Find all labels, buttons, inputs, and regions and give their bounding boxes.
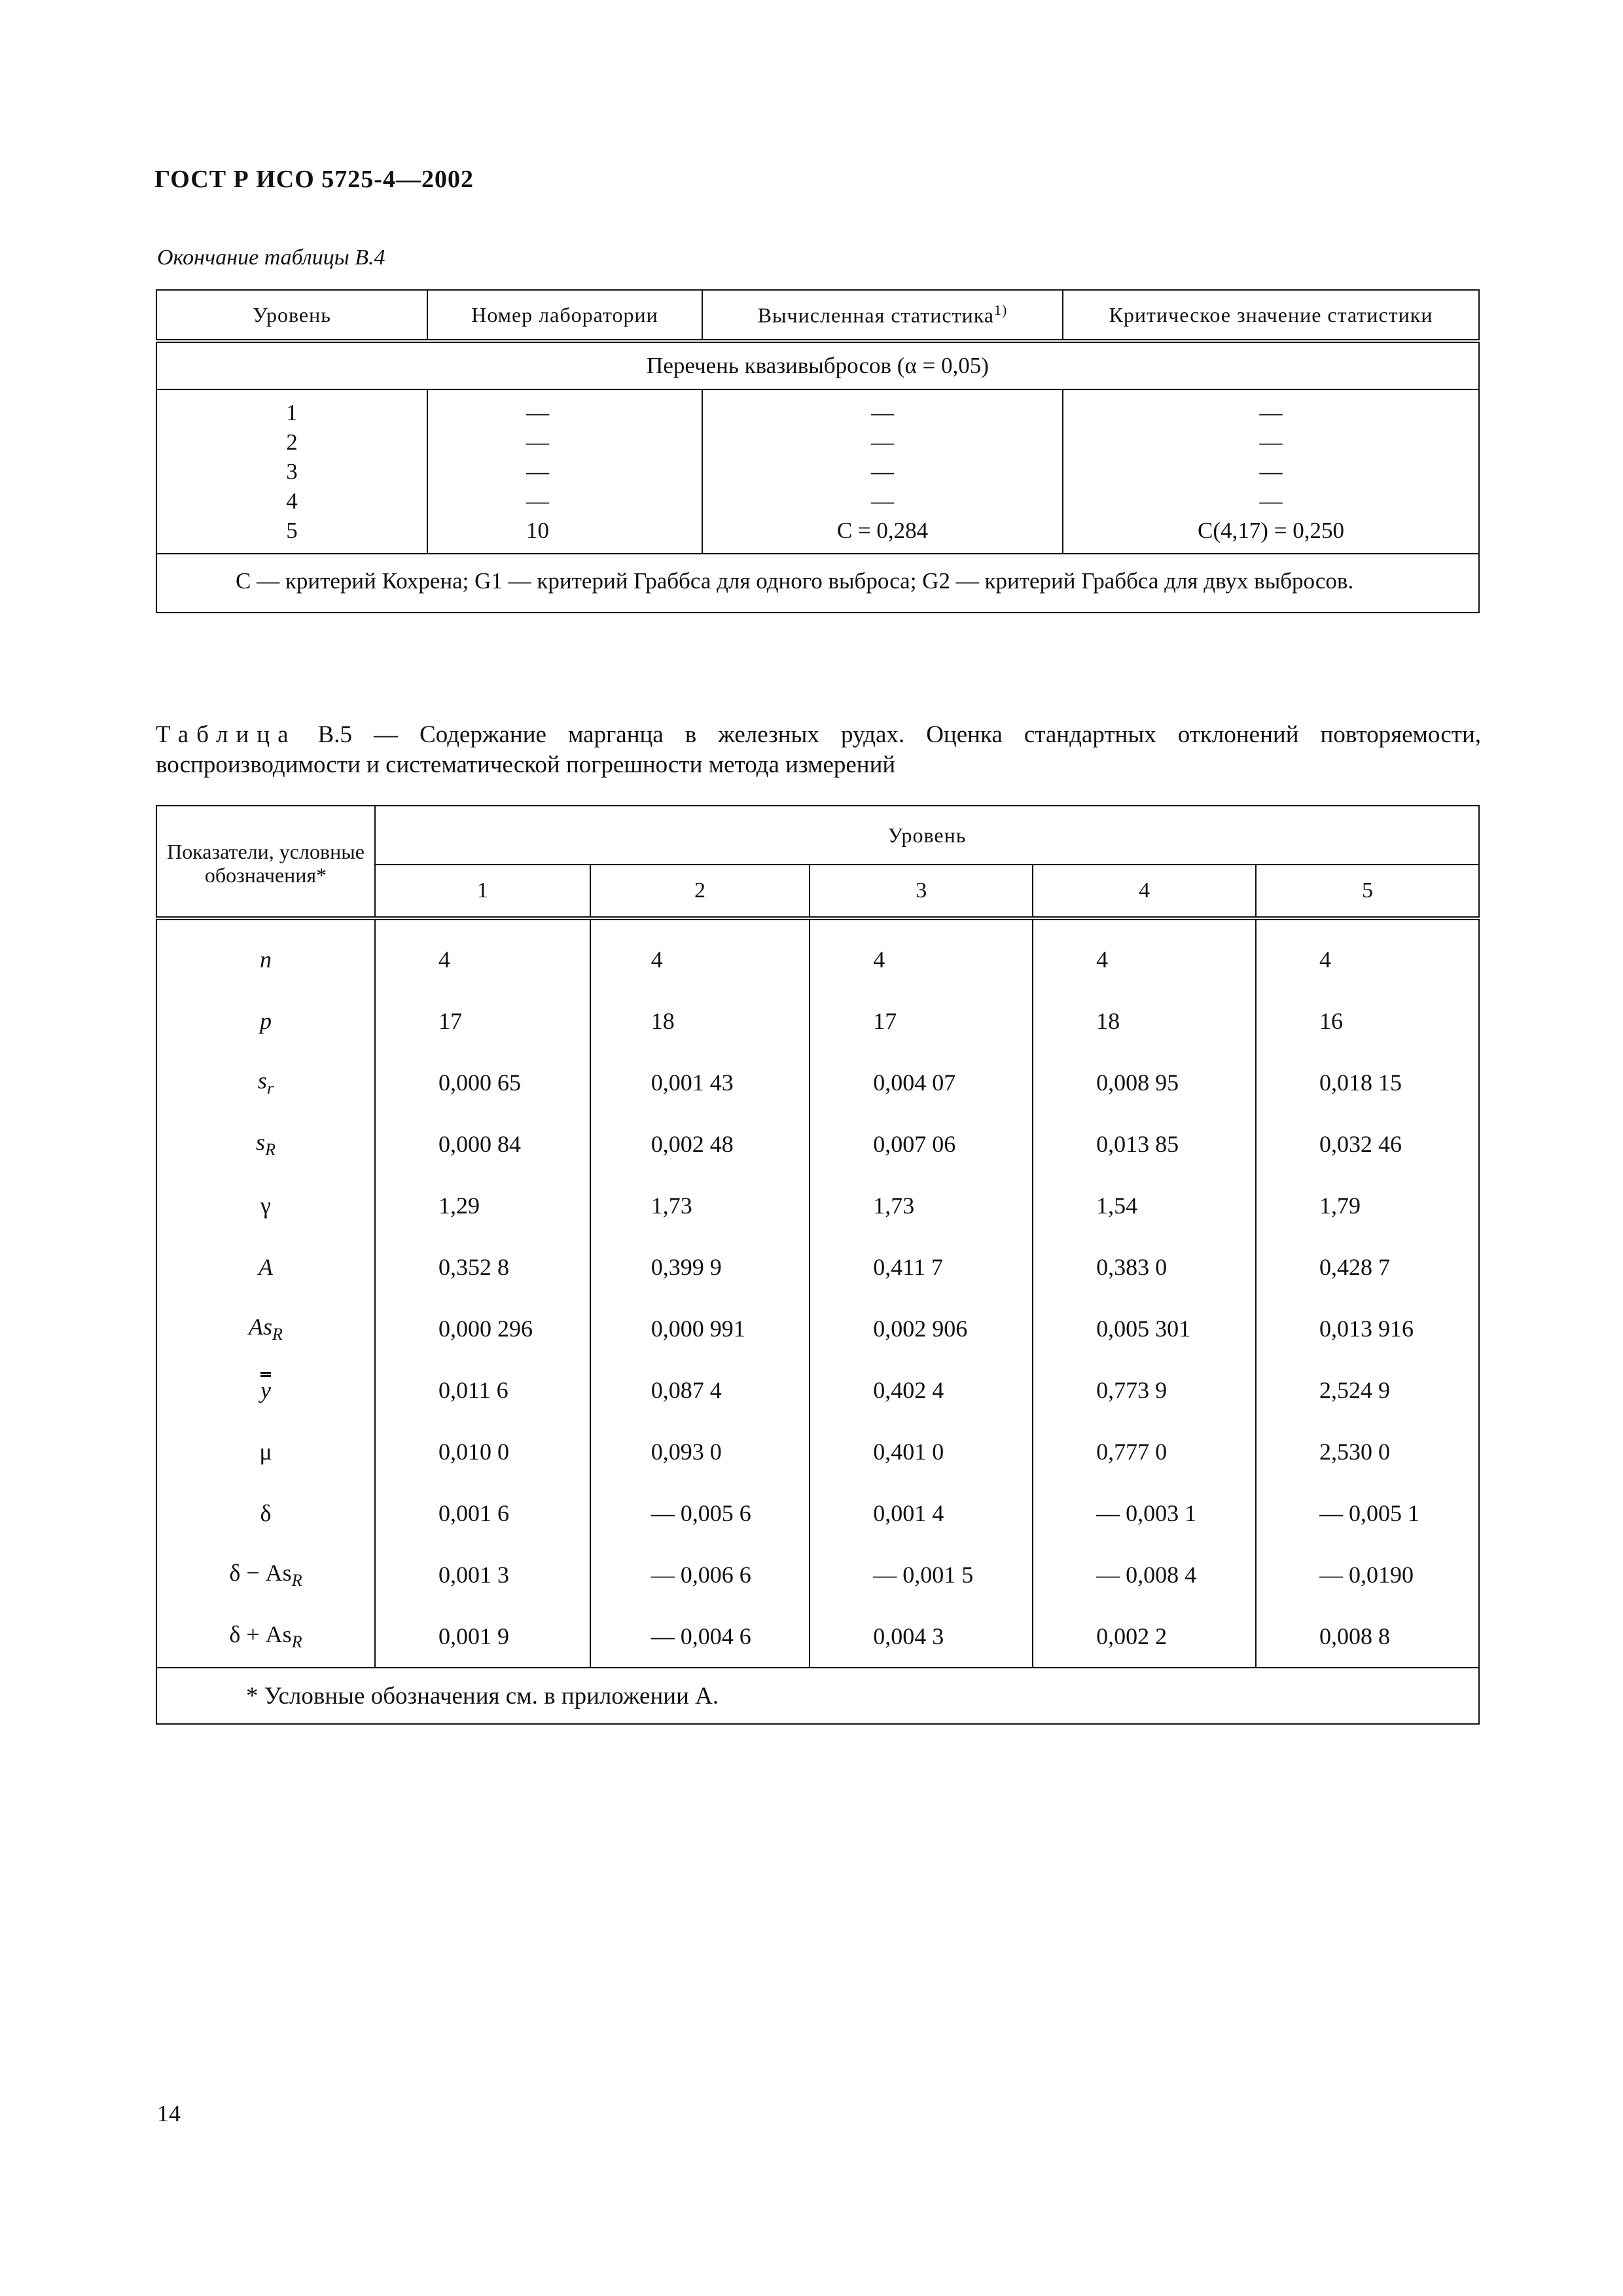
col-header-calculated-text: Вычисленная статистика [757, 303, 994, 327]
col-header-level: Уровень [156, 290, 427, 341]
symbol-text: s [257, 1067, 267, 1094]
symbol-text: γ [260, 1193, 271, 1219]
value-cell: 0,002 48 [590, 1113, 810, 1175]
value-cell: 0,001 43 [590, 1052, 810, 1113]
value-cell: 18 [590, 990, 810, 1052]
levels-cell: 1 2 3 4 5 [156, 389, 427, 554]
symbol-subscript: R [291, 1632, 302, 1652]
table-row [156, 1605, 1479, 1668]
value-cell: 0,399 9 [590, 1236, 810, 1298]
row-symbol [156, 918, 375, 990]
table-b5-footnote-row [156, 1668, 1479, 1724]
level-number: 3 [810, 865, 1033, 918]
symbol-text: As [249, 1313, 273, 1340]
value-cell: 0,002 906 [810, 1298, 1033, 1359]
value-cell: 0,004 07 [810, 1052, 1033, 1113]
symbol-text: s [256, 1128, 266, 1155]
table-row [156, 1113, 1479, 1175]
value-cell: — 0,005 1 [1256, 1482, 1479, 1544]
table-b5-caption [156, 720, 1481, 780]
value-cell: 1,73 [590, 1175, 810, 1236]
value-cell: 0,001 4 [810, 1482, 1033, 1544]
table-row [156, 1298, 1479, 1359]
value-cell: 0,011 6 [375, 1359, 590, 1421]
value-cell: 0,411 7 [810, 1236, 1033, 1298]
symbol-text: δ [260, 1500, 272, 1526]
level-header: Уровень [375, 806, 1479, 865]
value-cell: 0,093 0 [590, 1421, 810, 1482]
level-number: 5 [1256, 865, 1479, 918]
value-cell: 0,402 4 [810, 1359, 1033, 1421]
level-number: 2 [590, 865, 810, 918]
value-cell: 2,530 0 [1256, 1421, 1479, 1482]
page-number: 14 [157, 2100, 181, 2126]
value-cell: 17 [810, 990, 1033, 1052]
table-b4-caption: Окончание таблицы В.4 [157, 245, 385, 270]
col-header-calculated-statistic [702, 290, 1063, 341]
symbol-text: y [260, 1377, 271, 1403]
value-cell: 4 [375, 918, 590, 990]
value-cell: 0,352 8 [375, 1236, 590, 1298]
row-symbol [156, 1544, 375, 1605]
table-row [156, 1175, 1479, 1236]
value-cell: 1,73 [810, 1175, 1033, 1236]
table-row [156, 1421, 1479, 1482]
value-cell: 16 [1256, 990, 1479, 1052]
value-cell: 0,004 3 [810, 1605, 1033, 1668]
symbol-subscript: R [265, 1140, 276, 1160]
symbol-subscript: R [272, 1325, 283, 1344]
row-symbol [156, 1482, 375, 1544]
symbol-text: p [260, 1008, 272, 1034]
value-cell: 1,79 [1256, 1175, 1479, 1236]
value-cell: 4 [590, 918, 810, 990]
value-cell: 0,777 0 [1033, 1421, 1256, 1482]
table-row [156, 918, 1479, 990]
caption-prefix: Таблица [156, 721, 296, 748]
value-cell: 1,54 [1033, 1175, 1256, 1236]
note-text: С — критерий Кохрена; G1 — критерий Граббса для одного выброса; G2 — критерий Граббса для двух выбросов. [236, 568, 1354, 594]
value-cell: 0,032 46 [1256, 1113, 1479, 1175]
value-cell: 0,008 8 [1256, 1605, 1479, 1668]
value-cell: 4 [1033, 918, 1256, 990]
calculated-cell: — — — — C = 0,284 [702, 389, 1063, 554]
value-cell: 0,002 2 [1033, 1605, 1256, 1668]
value-cell: 0,001 3 [375, 1544, 590, 1605]
row-symbol [156, 1175, 375, 1236]
table-b4 [156, 289, 1480, 613]
critical-cell: — — — — C(4,17) = 0,250 [1063, 389, 1479, 554]
row-symbol [156, 1236, 375, 1298]
table-row [156, 990, 1479, 1052]
value-cell: — 0,005 6 [590, 1482, 810, 1544]
value-cell: 0,000 991 [590, 1298, 810, 1359]
value-cell: 0,005 301 [1033, 1298, 1256, 1359]
table-row [156, 1482, 1479, 1544]
row-symbol [156, 1113, 375, 1175]
symbol-text: A [259, 1254, 273, 1280]
section-title: Перечень квазивыбросов (α = 0,05) [156, 341, 1479, 389]
table-b4-note-row [156, 554, 1479, 613]
col-header-critical-value: Критическое значение статистики [1063, 290, 1479, 341]
symbol-text: n [260, 946, 272, 973]
symbol-text: μ [259, 1439, 272, 1465]
value-cell: 0,000 65 [375, 1052, 590, 1113]
level-number: 4 [1033, 865, 1256, 918]
value-cell: 0,773 9 [1033, 1359, 1256, 1421]
table-b5-body [156, 918, 1479, 1668]
row-symbol [156, 1298, 375, 1359]
symbol-text: δ + As [229, 1621, 292, 1647]
document-header: ГОСТ Р ИСО 5725-4—2002 [154, 166, 474, 193]
value-cell: 0,013 916 [1256, 1298, 1479, 1359]
value-cell: 0,001 9 [375, 1605, 590, 1668]
row-symbol [156, 1359, 375, 1421]
symbol-subscript: R [291, 1571, 302, 1590]
value-cell: 0,010 0 [375, 1421, 590, 1482]
value-cell: — 0,0190 [1256, 1544, 1479, 1605]
value-cell: — 0,003 1 [1033, 1482, 1256, 1544]
value-cell: 0,001 6 [375, 1482, 590, 1544]
value-cell: — 0,008 4 [1033, 1544, 1256, 1605]
value-cell: 0,401 0 [810, 1421, 1033, 1482]
level-number: 1 [375, 865, 590, 918]
value-cell: — 0,001 5 [810, 1544, 1033, 1605]
table-b4-data-row [156, 389, 1479, 554]
param-header: Показатели, условные обозначения* [156, 806, 375, 918]
table-b5-footnote: * Условные обозначения см. в приложении А. [156, 1668, 1479, 1724]
value-cell: 0,007 06 [810, 1113, 1033, 1175]
row-symbol [156, 1605, 375, 1668]
value-cell: 18 [1033, 990, 1256, 1052]
value-cell: 0,428 7 [1256, 1236, 1479, 1298]
symbol-text: δ − As [229, 1559, 292, 1586]
value-cell: 0,000 296 [375, 1298, 590, 1359]
table-row [156, 1236, 1479, 1298]
table-b4-header-row [156, 290, 1479, 341]
table-b5-header-row [156, 806, 1479, 865]
table-b4-section-row [156, 341, 1479, 389]
caption-text: В.5 — Содержание марганца в железных рудах. Оценка стандартных отклонений повторяемости, воспроизводимости и систематической погрешности метода измерений [156, 721, 1481, 778]
value-cell: — 0,006 6 [590, 1544, 810, 1605]
value-cell: 1,29 [375, 1175, 590, 1236]
lab-numbers-cell: — — — — 10 [427, 389, 702, 554]
value-cell: 4 [810, 918, 1033, 990]
value-cell: 0,008 95 [1033, 1052, 1256, 1113]
value-cell: 0,087 4 [590, 1359, 810, 1421]
symbol-subscript: r [266, 1079, 274, 1098]
col-header-lab-number: Номер лаборатории [427, 290, 702, 341]
value-cell: 0,018 15 [1256, 1052, 1479, 1113]
table-b4-note [156, 554, 1479, 613]
value-cell: 17 [375, 990, 590, 1052]
row-symbol [156, 1052, 375, 1113]
value-cell: 4 [1256, 918, 1479, 990]
table-row [156, 1359, 1479, 1421]
row-symbol [156, 1421, 375, 1482]
value-cell: 0,013 85 [1033, 1113, 1256, 1175]
table-row [156, 1544, 1479, 1605]
value-cell: — 0,004 6 [590, 1605, 810, 1668]
value-cell: 0,383 0 [1033, 1236, 1256, 1298]
table-row [156, 1052, 1479, 1113]
value-cell: 2,524 9 [1256, 1359, 1479, 1421]
table-b5 [156, 805, 1480, 1725]
footnote-mark: 1) [993, 302, 1008, 319]
value-cell: 0,000 84 [375, 1113, 590, 1175]
row-symbol [156, 990, 375, 1052]
